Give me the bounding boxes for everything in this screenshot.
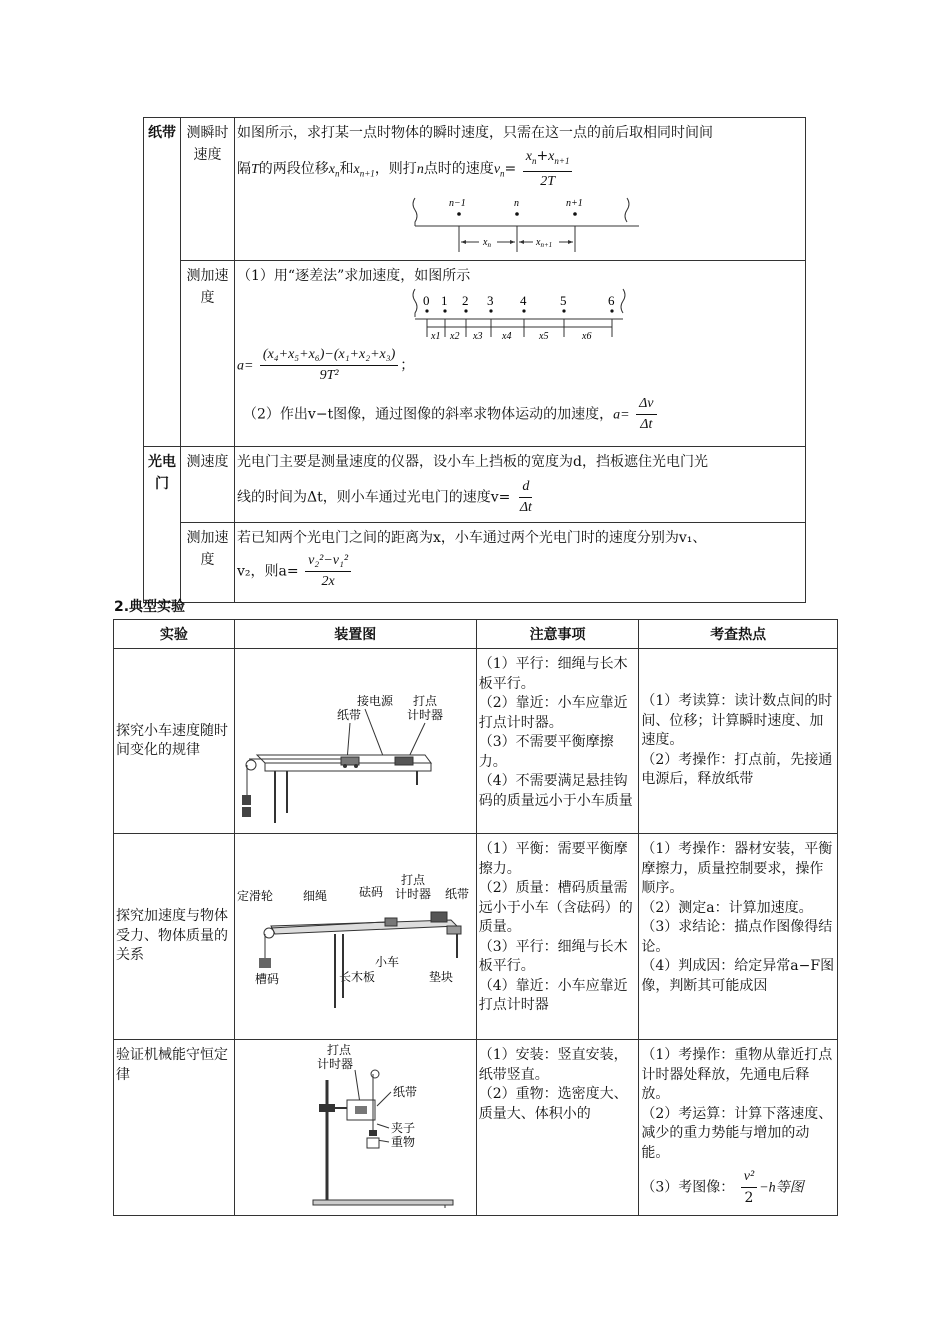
- hot-points-cell: （1）考操作：器材安装，平衡摩擦力，质量控制要求，操作顺序。 （2）测定a：计算加速度。 （3）求结论：描点作图像得结论。 （4）判成因：给定异常a−F图像，判断其可能成因: [639, 834, 838, 1040]
- paper-tape-photogate-table: [143, 117, 806, 603]
- header-hot-points: 考查热点: [639, 620, 838, 649]
- svg-text:1: 1: [441, 292, 448, 308]
- energy-graph-formula: $\frac{\text{v²}}{2}$: [741, 1167, 757, 1208]
- photogate-accel-description: 若已知两个光电门之间的距离为x，小车通过两个光电门时的速度分别为v₁、 v₂，则a= $\frac{\text{v₂²−v₁²}}{2x}$: [235, 522, 806, 602]
- hot-points-cell: （1）考读算：读计数点间的时间、位移；计算瞬时速度、加速度。 （2）考操作：打点前，先接通电源后，释放纸带: [639, 649, 838, 834]
- tape-label-n-minus-1: n−1: [449, 197, 466, 209]
- photogate-accel-formula: $\frac{\text{v₂²−v₁²}}{2x}$: [305, 551, 351, 592]
- svg-text:4: 4: [520, 292, 527, 308]
- notes-cell: （1）平衡：需要平衡摩擦力。 （2）质量：槽码质量需远小于小车（含砝码）的质量。 （3）平行：细绳与长木板平行。 （4）靠近：小车应靠近打点计时器: [476, 834, 639, 1040]
- svg-text:计时器: 计时器: [316, 1057, 353, 1072]
- paper-tape-instant-figure: [409, 192, 639, 256]
- svg-text:x5: x5: [539, 330, 549, 342]
- method-instant-speed: 测瞬时速度: [181, 118, 235, 261]
- photogate-speed-description: 光电门主要是测量速度的仪器，设小车上挡板的宽度为d，挡板遮住光电门光 线的时间为Δt，则小车通过光电门的速度v= $\frac{d}{\Delta t}$: [235, 446, 806, 522]
- svg-text:x3: x3: [473, 330, 483, 342]
- svg-text:接电源: 接电源: [356, 693, 393, 708]
- notes-cell: （1）安装：竖直安装，纸带竖直。 （2）重物：选密度大、质量大、体积小的: [476, 1040, 639, 1216]
- header-notes: 注意事项: [476, 620, 639, 649]
- svg-text:5: 5: [560, 292, 567, 308]
- newton-apparatus-figure: [235, 848, 475, 1018]
- experiment-name: 验证机械能守恒定律: [114, 1040, 235, 1216]
- experiment-name: 探究小车速度随时间变化的规律: [114, 649, 235, 834]
- svg-text:垫块: 垫块: [428, 970, 453, 985]
- method-photogate-accel: 测加速度: [181, 522, 235, 602]
- svg-text:纸带: 纸带: [444, 887, 469, 902]
- tape-point-n-plus-1: [573, 212, 577, 216]
- svg-text:纸带: 纸带: [392, 1085, 417, 1100]
- method-acceleration: 测加速度: [181, 260, 235, 446]
- apparatus-figure-cell: [234, 649, 476, 834]
- method-photogate-speed: 测速度: [181, 446, 235, 522]
- instant-speed-formula: $\frac{x_n+x_{n+1}}{2T}$: [523, 146, 573, 192]
- svg-text:0: 0: [423, 292, 430, 308]
- table-row: [114, 834, 838, 1040]
- photogate-speed-formula: $\frac{d}{\Delta t}$: [519, 478, 532, 515]
- tape-point-n-minus-1: [457, 212, 461, 216]
- category-photogate: 光电门: [144, 446, 181, 602]
- svg-text:打点: 打点: [400, 873, 425, 888]
- svg-text:小车: 小车: [374, 955, 399, 970]
- svg-text:计时器: 计时器: [394, 887, 431, 902]
- apparatus-figure-cell: [234, 1040, 476, 1216]
- svg-text:重物: 重物: [390, 1135, 415, 1150]
- instant-speed-description: 如图所示，求打某一点时物体的瞬时速度，只需在这一点的前后取相同时间间 隔T的两段位移$x_n$和$x_{n+1}$，则打n点时的速度$v_n=$ $\frac{x_n+x_{n+1}}{2T}$ n−1 n n+1 $x_n$ $x_{n+1}$: [235, 118, 806, 261]
- category-paper-tape: 纸带: [144, 118, 181, 447]
- svg-text:3: 3: [487, 292, 494, 308]
- svg-text:砝码: 砝码: [358, 885, 383, 900]
- svg-text:定滑轮: 定滑轮: [236, 889, 273, 904]
- svg-text:6: 6: [608, 292, 615, 308]
- svg-text:槽码: 槽码: [254, 972, 279, 987]
- svg-text:打点: 打点: [412, 693, 437, 708]
- svg-text:打点: 打点: [326, 1043, 351, 1058]
- typical-experiments-table: [113, 619, 838, 1216]
- tape-point-n: [515, 212, 519, 216]
- svg-text:长木板: 长木板: [338, 970, 375, 985]
- svg-text:2: 2: [462, 292, 469, 308]
- header-experiment: 实验: [114, 620, 235, 649]
- svg-text:计时器: 计时器: [406, 707, 443, 722]
- notes-cell: （1）平行：细绳与长木板平行。 （2）靠近：小车应靠近打点计时器。 （3）不需要平衡摩擦力。 （4）不需要满足悬挂钩码的质量远小于小车质量: [476, 649, 639, 834]
- table-row: [114, 649, 838, 834]
- svg-text:xn: $x_n$: [483, 236, 491, 249]
- apparatus-figure-cell: [234, 834, 476, 1040]
- paper-tape-accel-figure: [409, 287, 639, 343]
- svg-text:夹子: 夹子: [390, 1121, 415, 1136]
- svg-text:x1: x1: [431, 330, 441, 342]
- hot-points-cell: （1）考操作：重物从靠近打点计时器处释放，先通电后释放。 （2）考运算：计算下落速度、减少的重力势能与增加的动能。 （3）考图像： $\frac{\text{v²}}{2}$ −h等图: [639, 1040, 838, 1216]
- tape-label-n: n: [514, 197, 519, 209]
- svg-text:xn+1: $x_{n+1}$: [536, 236, 553, 249]
- speed-apparatus-figure: [235, 653, 475, 823]
- tape-label-n-plus-1: n+1: [566, 197, 583, 209]
- table-row: [114, 1040, 838, 1216]
- acceleration-description: （1）用“逐差法”求加速度，如图所示 0 1 2 3 4 5 6 x1 x2 x3 x4 x5 x6 a= $\frac{\text{(x₄+x₅+x₆)−(x₁+x₂+x₃)}}{\text{9T²}}$ ； （2）作出v−t图像，通过图像的斜率求物体运动的加速度，a= $\frac{\Delta v}{\Delta t}$: [235, 260, 806, 446]
- header-apparatus: 装置图: [234, 620, 476, 649]
- svg-text:x6: x6: [582, 330, 592, 342]
- section-title: 2.典型实验: [114, 599, 186, 615]
- slope-formula: $\frac{\Delta v}{\Delta t}$: [636, 394, 656, 435]
- svg-text:纸带: 纸带: [336, 707, 361, 722]
- svg-text:x4: x4: [502, 330, 512, 342]
- svg-text:细绳: 细绳: [302, 889, 327, 904]
- diff-method-formula: $\frac{\text{(x₄+x₅+x₆)−(x₁+x₂+x₃)}}{\text{9T²}}$: [260, 345, 398, 386]
- svg-text:x2: x2: [450, 330, 460, 342]
- experiment-name: 探究加速度与物体受力、物体质量的关系: [114, 834, 235, 1040]
- energy-apparatus-figure: [235, 1040, 475, 1208]
